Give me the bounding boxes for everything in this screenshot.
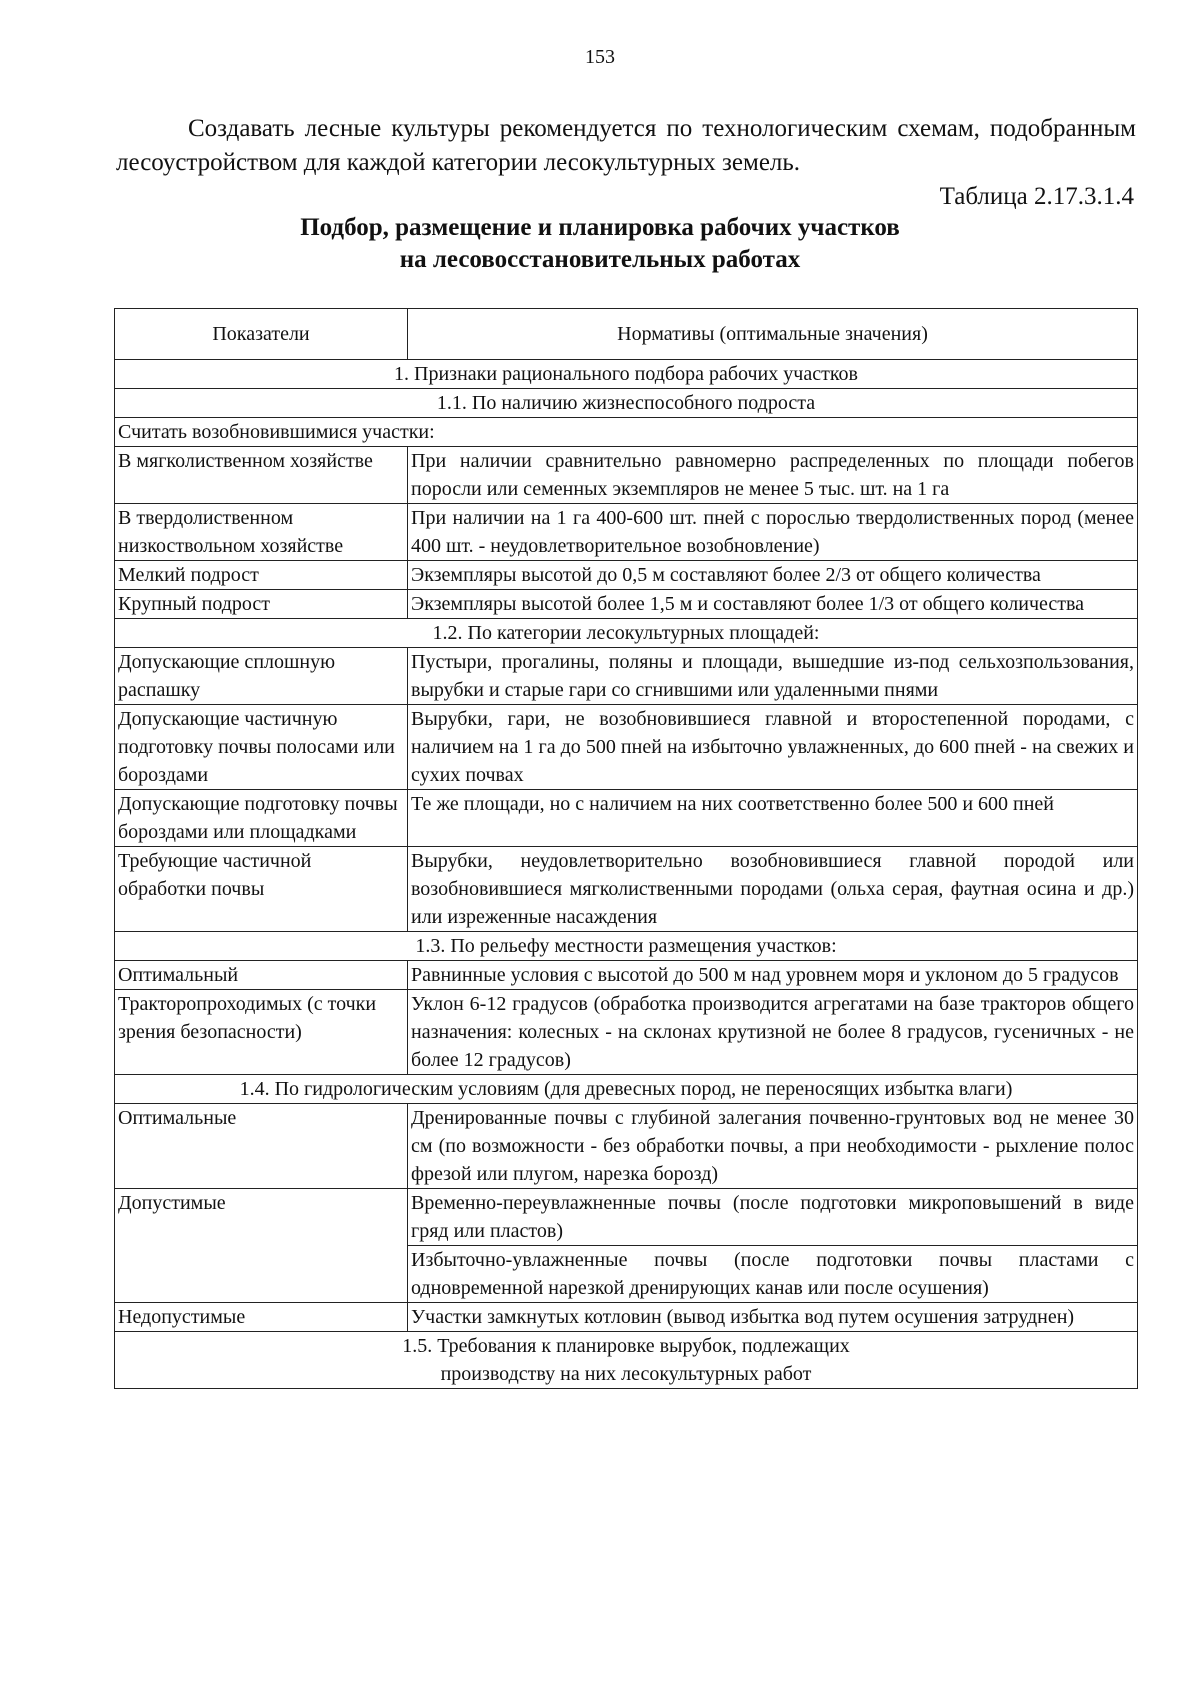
row-value: Экземпляры высотой до 0,5 м составляют более 2/3 от общего количества [408,561,1138,590]
table-row [115,1189,1138,1246]
section-row [115,1332,1138,1389]
row-label: Мелкий подрост [115,561,408,590]
row-label: Допустимые [115,1189,408,1303]
row-value: Вырубки, неудовлетворительно возобновившиеся главной породой или возобновившиеся мягколиственными породами (ольха серая, фаутная осина и др.) или изреженные насаждения [408,847,1138,932]
row-value: Пустыри, прогалины, поляны и площади, вышедшие из-под сельхозпользования, вырубки и старые гари со сгнившими или удаленными пнями [408,648,1138,705]
table-row [115,990,1138,1075]
section-row [115,360,1138,389]
row-value: Те же площади, но с наличием на них соответственно более 500 и 600 пней [408,790,1138,847]
row-label: Тракторопроходимых (с точки зрения безопасности) [115,990,408,1075]
table-row [115,504,1138,561]
row-value: Равнинные условия с высотой до 500 м над уровнем моря и уклоном до 5 градусов [408,961,1138,990]
table-row [115,790,1138,847]
header-norms: Нормативы (оптимальные значения) [408,309,1138,360]
table-row [115,590,1138,619]
section-1-heading [115,360,1138,389]
row-label: В твердолиственном низкоствольном хозяйстве [115,504,408,561]
section-1-5-line-2: производству на них лесокультурных работ [440,1363,812,1385]
table-row [115,961,1138,990]
table-row [115,705,1138,790]
row-value: Уклон 6-12 градусов (обработка производится агрегатами на базе тракторов общего назначения: колесных - на склонах крутизной не более 8 градусов, гусеничных - не более 12 градусов) [408,990,1138,1075]
row-label: Допускающие сплошную распашку [115,648,408,705]
row-label: Допускающие подготовку почвы бороздами или площадками [115,790,408,847]
section-1-title: 1. Признаки рационального подбора рабочих участков [394,363,858,385]
section-row [115,389,1138,418]
row-value: При наличии на 1 га 400-600 шт. пней с порослью твердолиственных пород (менее 400 шт. - неудовлетворительное возобновление) [408,504,1138,561]
row-label: Крупный подрост [115,590,408,619]
section-1-4-heading: 1.4. По гидрологическим условиям (для древесных пород, не переносящих избытка влаги) [115,1075,1138,1104]
intro-paragraph: Создавать лесные культуры рекомендуется по технологическим схемам, подобранным лесоустройством для каждой категории лесокультурных земель. [116,115,1136,176]
table-row [115,1104,1138,1189]
row-label: Оптимальные [115,1104,408,1189]
row-value: Экземпляры высотой более 1,5 м и составляют более 1/3 от общего количества [408,590,1138,619]
table-title-line-2: на лесовосстановительных работах [399,246,801,273]
section-1-5-heading [115,1332,1138,1389]
row-label: Оптимальный [115,961,408,990]
table-row [115,447,1138,504]
page-number: 153 [585,46,615,68]
row-label: В мягколиственном хозяйстве [115,447,408,504]
section-1-2-heading: 1.2. По категории лесокультурных площадей: [115,619,1138,648]
row-value: Дренированные почвы с глубиной залегания почвенно-грунтовых вод не менее 30 см (по возможности - без обработки почвы, а при необходимости - рыхление полос фрезой или плугом, нарезка борозд) [408,1104,1138,1189]
section-1-1-heading: 1.1. По наличию жизнеспособного подроста [115,389,1138,418]
section-row [115,619,1138,648]
section-row [115,932,1138,961]
renewal-note: Считать возобновившимися участки: [115,418,1138,447]
section-1-5-line-1: 1.5. Требования к планировке вырубок, подлежащих [402,1335,850,1357]
row-value: Избыточно-увлажненные почвы (после подготовки почвы пластами с одновременной нарезкой дренирующих канав или после осушения) [408,1246,1138,1303]
table-row [115,1303,1138,1332]
note-row [115,418,1138,447]
row-label: Допускающие частичную подготовку почвы полосами или бороздами [115,705,408,790]
row-value: При наличии сравнительно равномерно распределенных по площади побегов поросли или семенных экземпляров не менее 5 тыс. шт. на 1 га [408,447,1138,504]
row-value: Вырубки, гари, не возобновившиеся главной и второстепенной породами, с наличием на 1 га до 500 пней на избыточно увлажненных, до 600 пней - на свежих и сухих почвах [408,705,1138,790]
table-row [115,847,1138,932]
table-label: Таблица 2.17.3.1.4 [939,183,1134,210]
table-title [0,212,1200,276]
table-row [115,561,1138,590]
header-indicators: Показатели [115,309,408,360]
table-title-line-1: Подбор, размещение и планировка рабочих участков [300,214,900,241]
table-row [115,648,1138,705]
section-row [115,1075,1138,1104]
row-value: Участки замкнутых котловин (вывод избытка вод путем осушения затруднен) [408,1303,1138,1332]
section-1-3-heading: 1.3. По рельефу местности размещения участков: [115,932,1138,961]
row-label: Недопустимые [115,1303,408,1332]
row-label: Требующие частичной обработки почвы [115,847,408,932]
norms-table [114,308,1138,1389]
row-value: Временно-переувлажненные почвы (после подготовки микроповышений в виде гряд или пластов) [408,1189,1138,1246]
table-header-row [115,309,1138,360]
